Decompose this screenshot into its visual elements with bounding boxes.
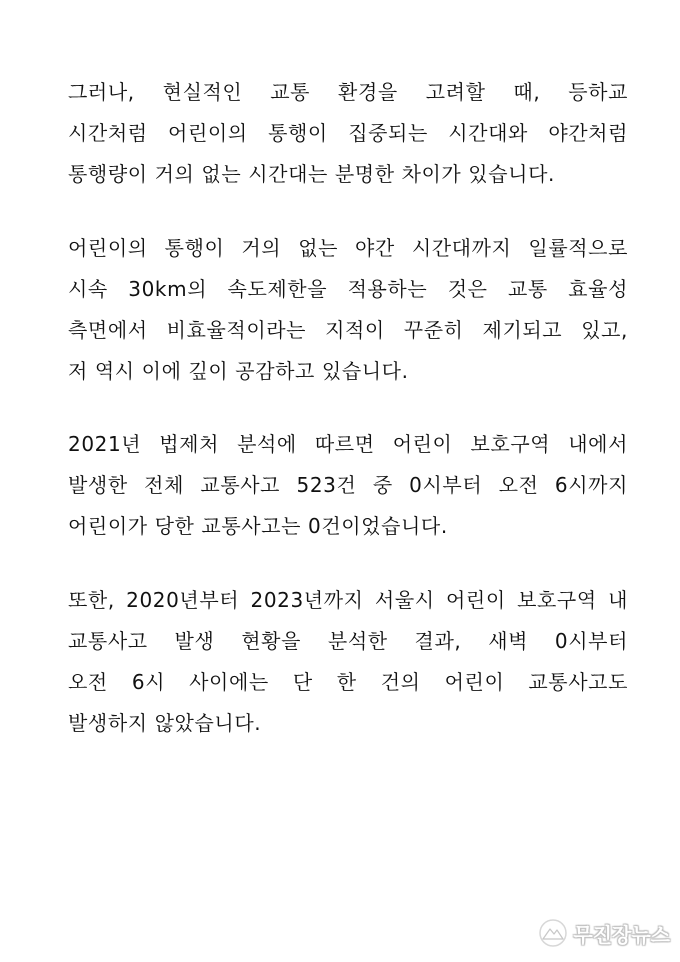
- text-line: 어린이의 통행이 거의 없는 야간 시간대까지 일률적으로: [68, 236, 628, 260]
- watermark-text: 무진장뉴스: [573, 922, 670, 947]
- paragraph-2: [68, 228, 628, 392]
- text-line: 발생하지 않았습니다.: [68, 711, 262, 735]
- text-line: 교통사고 발생 현황을 분석한 결과, 새벽 0시부터: [68, 629, 628, 653]
- text-line: 시속 30km의 속도제한을 적용하는 것은 교통 효율성: [68, 277, 628, 301]
- mountain-logo-icon: [539, 919, 567, 947]
- paragraph-4: [68, 580, 628, 744]
- paragraph-3: [68, 424, 628, 547]
- text-line: 저 역시 이에 깊이 공감하고 있습니다.: [68, 359, 409, 383]
- text-line: 측면에서 비효율적이라는 지적이 꾸준히 제기되고 있고,: [68, 318, 628, 342]
- text-line: 오전 6시 사이에는 단 한 건의 어린이 교통사고도: [68, 670, 628, 694]
- text-line: 시간처럼 어린이의 통행이 집중되는 시간대와 야간처럼: [68, 121, 628, 145]
- text-line: 발생한 전체 교통사고 523건 중 0시부터 오전 6시까지: [68, 473, 628, 497]
- paragraph-1: [68, 72, 628, 195]
- text-line: 어린이가 당한 교통사고는 0건이었습니다.: [68, 514, 448, 538]
- text-line: 또한, 2020년부터 2023년까지 서울시 어린이 보호구역 내: [68, 588, 628, 612]
- text-line: 그러나, 현실적인 교통 환경을 고려할 때, 등하교: [68, 80, 628, 104]
- watermark: [539, 916, 670, 950]
- text-line: 통행량이 거의 없는 시간대는 분명한 차이가 있습니다.: [68, 162, 555, 186]
- text-line: 2021년 법제처 분석에 따르면 어린이 보호구역 내에서: [68, 432, 628, 456]
